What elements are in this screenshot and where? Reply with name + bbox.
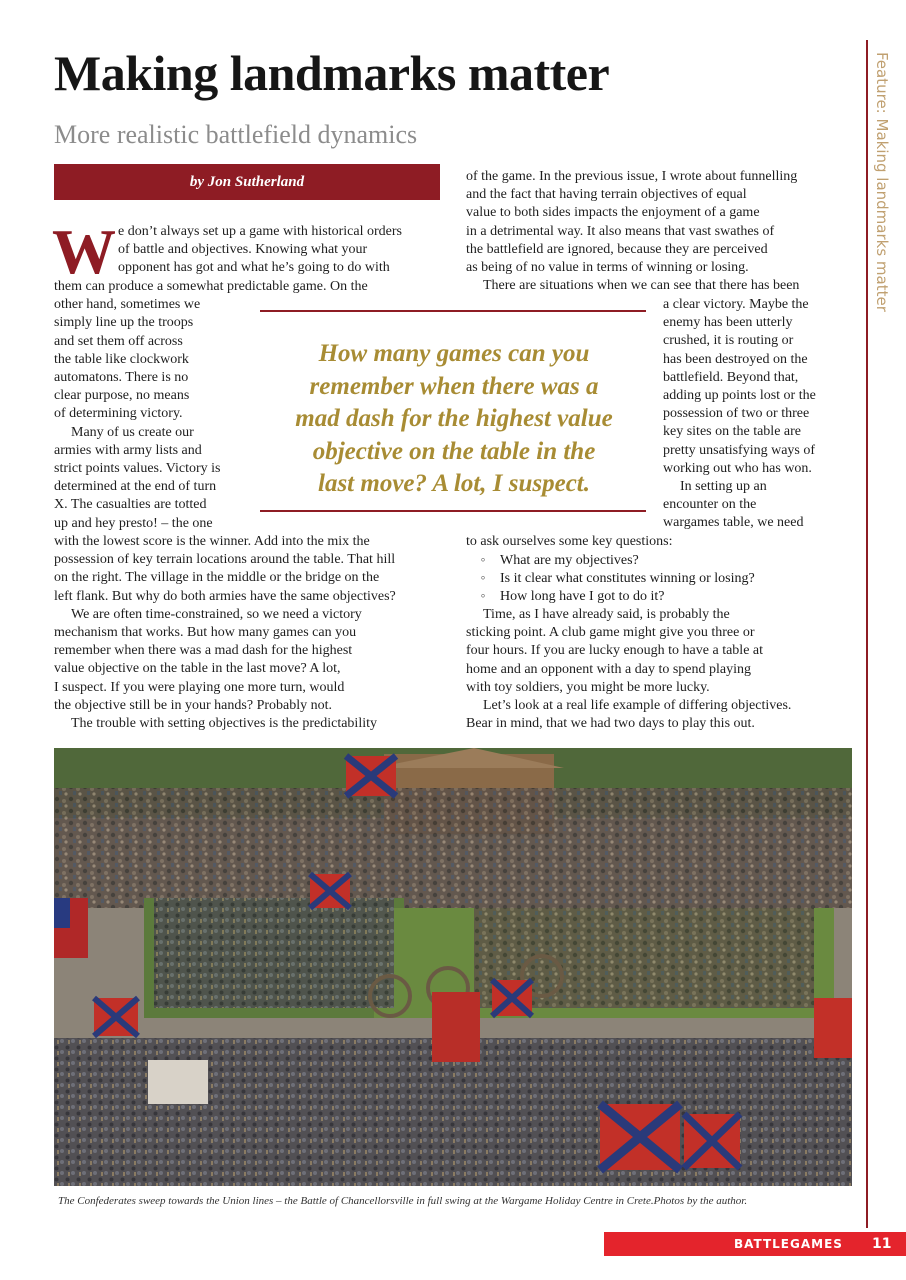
- col2-mid: [663, 296, 816, 533]
- text-line: X. The casualties are totted: [54, 497, 207, 513]
- text-line: strict points values. Victory is: [54, 461, 221, 477]
- text-line: I suspect. If you were playing one more turn, would: [54, 679, 345, 695]
- text-line: four hours. If you are lucky enough to have a table at: [466, 643, 764, 659]
- list-item: [466, 570, 755, 588]
- text-line: pretty unsatisfying ways of: [663, 442, 816, 458]
- text-line: mechanism that works. But how many games can you: [54, 625, 357, 641]
- bullet-icon: ◦: [480, 553, 486, 568]
- text-line: battlefield. Beyond that,: [663, 369, 799, 385]
- text-line: on the right. The village in the middle or the bridge on the: [54, 570, 380, 586]
- bullet-icon: ◦: [480, 571, 486, 587]
- text-line: automatons. There is no: [54, 370, 189, 386]
- text-line: value objective on the table in the last move? A lot,: [54, 661, 341, 677]
- text-line: and set them off across: [54, 333, 183, 349]
- white-flag: [148, 1060, 208, 1104]
- text-line: clear purpose, no means: [54, 388, 190, 404]
- list-item-text: What are my objectives?: [500, 553, 639, 568]
- text-line: Let’s look at a real life example of differing objectives.: [483, 698, 792, 714]
- text-line: a clear victory. Maybe the: [663, 297, 809, 312]
- text-line: to ask ourselves some key questions:: [466, 534, 673, 549]
- col1-top: [118, 223, 402, 278]
- text-line: We are often time-constrained, so we need a victory: [71, 606, 362, 622]
- text-line: left flank. But why do both armies have the same objectives?: [54, 588, 396, 604]
- text-line: key sites on the table are: [663, 424, 802, 440]
- col2-top: [466, 168, 799, 295]
- text-line: the battlefield are ignored, because they are perceived: [466, 241, 768, 257]
- text-line: Many of us create our: [71, 424, 194, 440]
- text-line: them can produce a somewhat predictable game. On the: [54, 279, 368, 294]
- troop-mass-left: [154, 898, 394, 1008]
- text-line: In setting up an: [680, 479, 767, 495]
- text-line: of battle and objectives. Knowing what your: [118, 242, 368, 258]
- text-line: There are situations when we can see that there has been: [483, 278, 800, 294]
- text-line: with the lowest score is the winner. Add into the mix the: [54, 534, 370, 549]
- list-item: [466, 588, 755, 606]
- text-line: and the fact that having terrain objectives of equal: [466, 187, 747, 203]
- text-line: possession of two or three: [663, 406, 810, 422]
- pull-quote-rule-top: [260, 310, 646, 312]
- text-line: encounter on the: [663, 497, 757, 513]
- list-item-text: Is it clear what constitutes winning or losing?: [500, 571, 755, 587]
- article-title: Making landmarks matter: [54, 45, 610, 101]
- text-line: The trouble with setting objectives is the predictability: [71, 716, 377, 732]
- text-line: up and hey presto! – the one: [54, 515, 213, 531]
- text-line: in a detrimental way. It also means that vast swathes of: [466, 223, 775, 239]
- text-line: determined at the end of turn: [54, 479, 217, 495]
- question-list: [466, 552, 755, 607]
- text-line: adding up points lost or the: [663, 388, 816, 404]
- text-line: of determining victory.: [54, 406, 183, 422]
- text-line: simply line up the troops: [54, 315, 194, 331]
- magazine-brand: BATTLEGAMES: [734, 1237, 843, 1251]
- text-line: wargames table, we need: [663, 515, 804, 531]
- text-line: working out who has won.: [663, 460, 812, 476]
- text-line: value to both sides impacts the enjoyment of a game: [466, 205, 760, 221]
- side-rule: [866, 40, 868, 1228]
- text-line: as being of no value in terms of winning or losing.: [466, 260, 749, 276]
- union-flag-canton: [54, 898, 70, 928]
- drop-cap: W: [52, 216, 116, 287]
- pull-quote-line: mad dash for the highest value: [295, 405, 613, 432]
- byline: by Jon Sutherland: [189, 174, 305, 190]
- text-line: opponent has got and what he’s going to do with: [118, 260, 390, 276]
- article-subtitle: More realistic battlefield dynamics: [54, 120, 418, 149]
- col2-bottom: [466, 606, 791, 733]
- page-number: 11: [872, 1236, 892, 1252]
- col1-bottom: [54, 533, 396, 733]
- text-line: Time, as I have already said, is probably the: [483, 607, 730, 622]
- list-item-text: How long have I got to do it?: [500, 589, 665, 605]
- text-line: other hand, sometimes we: [54, 297, 201, 313]
- list-item: [466, 552, 755, 570]
- text-line: crushed, it is routing or: [663, 333, 794, 349]
- text-line: the table like clockwork: [54, 351, 189, 367]
- regimental-flag: [432, 992, 480, 1062]
- text-line: with toy soldiers, you might be more lucky.: [466, 679, 710, 695]
- text-line: home and an opponent with a day to spend playing: [466, 661, 751, 677]
- text-line: enemy has been utterly: [663, 315, 793, 331]
- text-line: has been destroyed on the: [663, 351, 808, 367]
- troop-mass-top: [54, 788, 852, 908]
- pull-quote-rule-bottom: [260, 510, 646, 512]
- confederate-flag: [814, 998, 852, 1058]
- pull-quote-line: last move? A lot, I suspect.: [318, 470, 590, 497]
- section-label: Feature: Making landmarks matter: [873, 52, 891, 312]
- battlefield-illustration: [54, 748, 852, 1186]
- text-line: Bear in mind, that we had two days to play this out.: [466, 716, 755, 732]
- text-line: armies with army lists and: [54, 442, 202, 458]
- text-line: sticking point. A club game might give you three or: [466, 625, 755, 641]
- text-line: remember when there was a mad dash for the highest: [54, 643, 353, 659]
- byline-bar: [54, 164, 440, 200]
- bullet-icon: ◦: [480, 589, 486, 605]
- text-line: possession of key terrain locations around the table. That hill: [54, 552, 396, 568]
- text-line: the objective still be in your hands? Probably not.: [54, 697, 333, 713]
- text-line: of the game. In the previous issue, I wrote about funnelling: [466, 169, 798, 184]
- battle-photo: [54, 748, 852, 1186]
- pull-quote-line: remember when there was a: [309, 372, 599, 400]
- photo-caption: The Confederates sweep towards the Union lines – the Battle of Chancellorsville in full swing at the Wargame Holiday Centre in Crete.Photos by the author.: [58, 1195, 748, 1207]
- pull-quote: [258, 338, 650, 501]
- pull-quote-line: How many games can you: [318, 340, 590, 367]
- pull-quote-line: objective on the table in the: [312, 437, 596, 465]
- text-line: e don’t always set up a game with historical orders: [118, 224, 402, 239]
